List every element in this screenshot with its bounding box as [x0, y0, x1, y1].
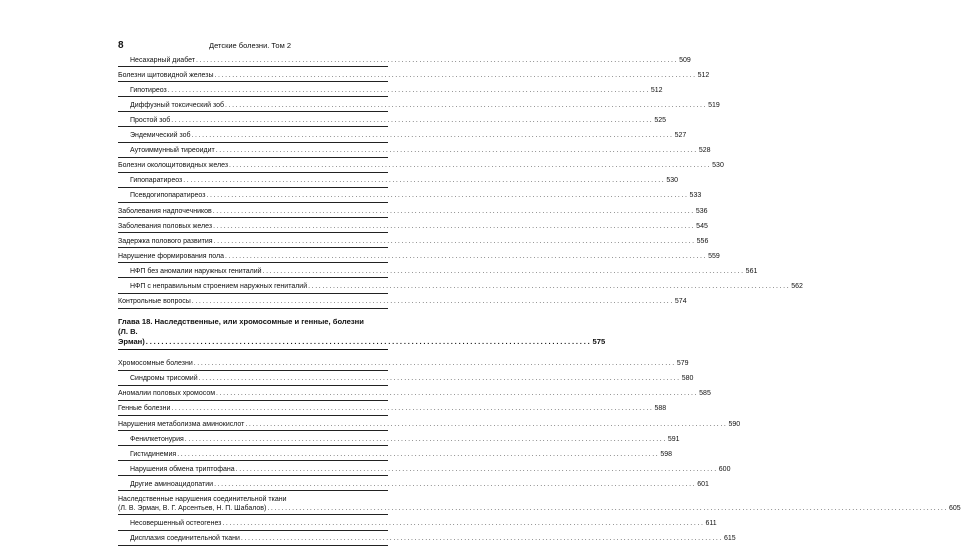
chapter-title-line2-row: [118, 326, 606, 347]
toc-entry: [118, 67, 710, 82]
toc-dot-leader: [206, 191, 688, 200]
toc-entry-page: 530: [712, 162, 724, 170]
toc-entry-title: Псевдогипопаратиреоз: [130, 192, 206, 200]
toc-entry-title: Синдромы трисомий: [130, 375, 198, 383]
toc-entry-title: Гипотиреоз: [130, 86, 167, 94]
toc-entry-title: Заболевания надпочечников: [118, 207, 212, 215]
toc-dot-leader: [196, 56, 678, 65]
toc-entry-page: 590: [728, 420, 741, 428]
toc-dot-leader: [177, 450, 659, 459]
toc-entry-page: 512: [697, 71, 710, 79]
toc-dot-leader: [185, 435, 667, 444]
chapter-title-line2: (Л. В. Эрман): [118, 326, 145, 346]
toc-entry-page: 561: [745, 267, 758, 275]
toc-entry-title: Нарушение формирования пола: [118, 252, 224, 260]
toc-entry: [118, 431, 680, 446]
toc-entry: [118, 203, 708, 218]
toc-entry-title-line2: (Л. В. Эрман, В. Г. Арсентьев, Н. П. Шабалов): [118, 504, 267, 512]
toc-entry-page: 585: [699, 390, 711, 398]
toc-dot-leader: [199, 374, 681, 383]
toc-entry-title: Диффузный токсический зоб: [130, 101, 225, 109]
toc-entry-title: Болезни околощитовидных желез: [118, 162, 229, 170]
toc-entry: [118, 158, 724, 173]
toc-dot-leader: [263, 267, 745, 276]
toc-entry-title: Контрольные вопросы: [118, 298, 191, 306]
toc-entry: [118, 248, 720, 263]
toc-entry-page: 615: [724, 535, 736, 543]
toc-entry-page: 574: [674, 298, 687, 306]
toc-entry-title: Генные болезни: [118, 405, 171, 413]
toc-section-top: [118, 52, 803, 309]
toc-entry-title: Задержка полового развития: [118, 237, 213, 245]
toc-entry-title: НФП с неправильным строением наружных гениталий: [130, 283, 308, 290]
toc-entry-title: Хромосомные болезни: [118, 360, 193, 368]
toc-entry-page: 527: [674, 132, 687, 140]
toc-entry: [118, 263, 758, 278]
toc-entry-title: Аутоиммунный тиреоидит: [130, 147, 215, 155]
toc-dot-leader: [236, 465, 718, 474]
toc-entry-page: 591: [667, 435, 680, 443]
toc-entry-page: 545: [696, 222, 708, 230]
toc-entry: [118, 446, 672, 461]
toc-entry: [118, 82, 663, 97]
toc-entry-title: Гистидинемия: [130, 450, 177, 458]
toc-entry-title: НФП без аномалии наружных гениталий: [130, 267, 262, 275]
toc-entry: [118, 188, 702, 203]
toc-dot-leader: [213, 222, 695, 231]
toc-entry-title: Несовершенный остеогенез: [130, 520, 222, 528]
toc-entry-page: 559: [708, 252, 720, 260]
toc-entry-page: 579: [676, 360, 689, 368]
toc-entry: [118, 127, 687, 142]
toc-entry: [118, 356, 689, 371]
toc-entry-page: 509: [679, 56, 691, 64]
toc-entry: [118, 143, 711, 158]
toc-entry-title: Болезни щитовидной железы: [118, 71, 214, 79]
toc-entry: [118, 531, 736, 546]
running-title: Детские болезни. Том 2: [208, 41, 292, 50]
toc-entry-title: Аномалии половых хромосом: [118, 390, 216, 398]
toc-entry: [118, 401, 667, 416]
toc-dot-leader: [245, 420, 727, 429]
toc-dot-leader: [241, 534, 723, 543]
toc-entry-title: Несахарный диабет: [130, 56, 195, 64]
page-number: 8: [118, 40, 124, 51]
toc-section-bottom: [118, 356, 741, 492]
toc-entry-title: Простой зоб: [130, 116, 171, 124]
toc-dot-leader: [194, 359, 676, 368]
toc-entry: [118, 371, 694, 386]
toc-dot-leader: [171, 404, 653, 413]
toc-entry: [118, 386, 711, 401]
toc-entry-page: 533: [689, 192, 702, 200]
toc-entry-page: 536: [695, 207, 708, 215]
toc-entry-page: 601: [697, 480, 709, 488]
toc-entry-page: 580: [681, 375, 694, 383]
toc-entry-page: 530: [666, 177, 679, 185]
toc-entry-title: Гипопаратиреоз: [130, 177, 183, 185]
toc-entry-page: 600: [718, 465, 731, 473]
chapter-heading: [118, 316, 606, 350]
toc-entry-page: 611: [705, 520, 717, 528]
chapter-dot-leader: [146, 337, 592, 347]
toc-dot-leader: [183, 176, 665, 185]
toc-dot-leader: ..... ........................................................: [267, 504, 948, 513]
toc-entry-multiline: [118, 491, 961, 515]
toc-entry-title-line1: Наследственные нарушения соединительной ткани: [118, 495, 287, 503]
toc-entry-page: 556: [696, 237, 709, 245]
toc-dot-leader: [222, 519, 704, 528]
toc-dot-leader: [229, 161, 711, 170]
toc-entry-page: 512: [650, 86, 663, 94]
toc-entry-title: Заболевания половых желез: [118, 222, 213, 230]
table-of-contents: [118, 52, 961, 546]
toc-entry-title: Нарушения обмена триптофана: [130, 465, 235, 473]
toc-dot-leader: [192, 297, 674, 306]
toc-entry-title: Нарушения метаболизма аминокислот: [118, 420, 245, 428]
toc-dot-leader: [192, 131, 674, 140]
toc-dot-leader: [225, 101, 707, 110]
toc-entry: [118, 233, 709, 248]
toc-entry: [118, 416, 741, 431]
toc-dot-leader: [308, 282, 790, 291]
toc-entry: [118, 294, 687, 309]
toc-entry: [118, 461, 731, 476]
toc-entry: [118, 515, 717, 530]
toc-dot-leader: [215, 71, 697, 80]
toc-dot-leader: [225, 252, 707, 261]
toc-entry-title: Другие аминоацидопатии: [130, 480, 214, 488]
toc-entry: [118, 173, 679, 188]
toc-dot-leader: [213, 207, 695, 216]
toc-dot-leader: [216, 389, 698, 398]
toc-entry: [118, 278, 803, 293]
toc-entry-page: 605: [948, 504, 961, 512]
toc-entry-title: Эндемический зоб: [130, 132, 191, 140]
toc-entry: [118, 112, 667, 127]
toc-dot-leader: [171, 116, 653, 125]
toc-entry-page: 525: [654, 116, 667, 124]
toc-dot-leader: [214, 237, 696, 246]
toc-entry: [118, 97, 720, 112]
toc-entry-page: 519: [708, 101, 720, 109]
toc-dot-leader: [216, 146, 698, 155]
toc-entry-page: 562: [791, 283, 803, 290]
toc-entry-title: Фенилкетонурия: [130, 435, 184, 443]
toc-entry-page: 588: [654, 405, 667, 413]
toc-dot-leader: [168, 86, 650, 95]
toc-entry: [118, 52, 691, 67]
toc-entry-page: 528: [698, 147, 711, 155]
chapter-page: 575: [592, 336, 606, 346]
toc-section-end: [118, 515, 736, 545]
toc-dot-leader: [214, 480, 696, 489]
chapter-title-line1: Глава 18. Наследственные, или хромосомные и генные, болезни: [118, 316, 364, 326]
toc-entry: [118, 476, 709, 491]
toc-entry: [118, 218, 708, 233]
toc-entry-page: 598: [660, 450, 672, 458]
toc-entry-title: Дисплазия соединительной ткани: [130, 535, 240, 543]
